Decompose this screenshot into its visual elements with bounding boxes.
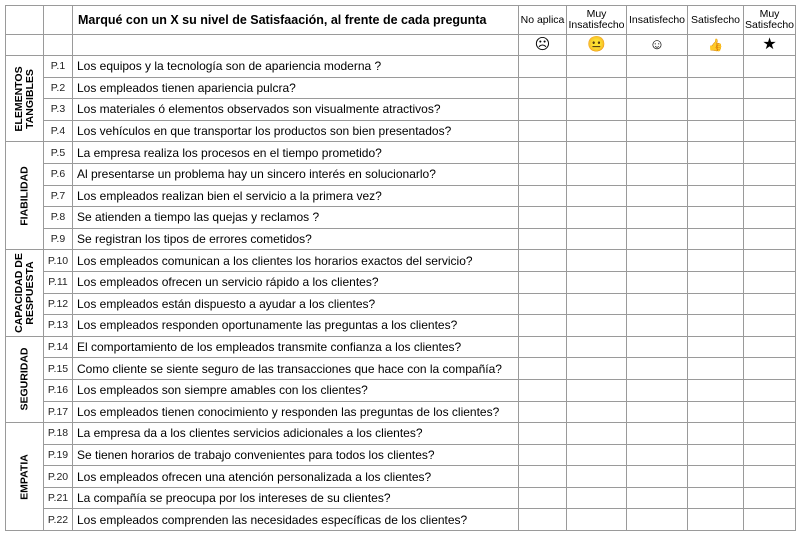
answer-cell-no-aplica[interactable] bbox=[519, 358, 567, 380]
question-text: Los empleados están dispuesto a ayudar a los clientes? bbox=[73, 293, 519, 315]
question-number: P.13 bbox=[44, 315, 73, 337]
category-label: CAPACIDAD DE RESPUESTA bbox=[12, 253, 36, 333]
answer-cell-no-aplica[interactable] bbox=[519, 444, 567, 466]
question-number: P.17 bbox=[44, 401, 73, 423]
answer-cell-no-aplica[interactable] bbox=[519, 379, 567, 401]
question-number: P.10 bbox=[44, 250, 73, 272]
answer-cell-no-aplica[interactable] bbox=[519, 336, 567, 358]
answer-cell-no-aplica[interactable] bbox=[519, 77, 567, 99]
question-text: Se atienden a tiempo las quejas y reclamos ? bbox=[73, 207, 519, 229]
corner-cell bbox=[6, 6, 44, 35]
answer-cell-muy-insatisfecho[interactable] bbox=[567, 120, 627, 142]
category-label: FIABILIDAD bbox=[18, 166, 30, 226]
answer-cell-satisfecho[interactable] bbox=[688, 228, 744, 250]
question-number: P.6 bbox=[44, 163, 73, 185]
question-number: P.14 bbox=[44, 336, 73, 358]
answer-cell-insatisfecho[interactable] bbox=[627, 423, 688, 445]
answer-cell-satisfecho[interactable] bbox=[688, 207, 744, 229]
question-text: Los empleados ofrecen una atención personalizada a los clientes? bbox=[73, 466, 519, 488]
question-row bbox=[6, 185, 796, 207]
question-text: Los materiales ó elementos observados son visualmente atractivos? bbox=[73, 99, 519, 121]
answer-cell-muy-satisfecho[interactable] bbox=[744, 379, 796, 401]
question-row bbox=[6, 487, 796, 509]
answer-cell-muy-satisfecho[interactable] bbox=[744, 487, 796, 509]
answer-cell-insatisfecho[interactable] bbox=[627, 444, 688, 466]
question-number: P.18 bbox=[44, 423, 73, 445]
answer-cell-satisfecho[interactable] bbox=[688, 271, 744, 293]
answer-cell-insatisfecho[interactable] bbox=[627, 401, 688, 423]
question-text: Los equipos y la tecnología son de apariencia moderna ? bbox=[73, 56, 519, 78]
answer-cell-insatisfecho[interactable] bbox=[627, 120, 688, 142]
answer-cell-satisfecho[interactable] bbox=[688, 250, 744, 272]
answer-cell-muy-insatisfecho[interactable] bbox=[567, 466, 627, 488]
header-row bbox=[6, 6, 796, 35]
question-text: Los vehículos en que transportar los productos son bien presentados? bbox=[73, 120, 519, 142]
question-text: Los empleados son siempre amables con los clientes? bbox=[73, 379, 519, 401]
corner-cell bbox=[6, 35, 44, 56]
answer-cell-muy-insatisfecho[interactable] bbox=[567, 142, 627, 164]
answer-cell-insatisfecho[interactable] bbox=[627, 99, 688, 121]
answer-cell-no-aplica[interactable] bbox=[519, 120, 567, 142]
question-row bbox=[6, 358, 796, 380]
answer-cell-muy-insatisfecho[interactable] bbox=[567, 423, 627, 445]
question-row bbox=[6, 293, 796, 315]
question-text: Se tienen horarios de trabajo convenientes para todos los clientes? bbox=[73, 444, 519, 466]
question-number: P.4 bbox=[44, 120, 73, 142]
answer-cell-no-aplica[interactable] bbox=[519, 207, 567, 229]
question-text: Los empleados tienen apariencia pulcra? bbox=[73, 77, 519, 99]
question-number: P.1 bbox=[44, 56, 73, 78]
answer-cell-muy-satisfecho[interactable] bbox=[744, 271, 796, 293]
question-number: P.12 bbox=[44, 293, 73, 315]
answer-cell-satisfecho[interactable] bbox=[688, 509, 744, 531]
corner-cell bbox=[44, 6, 73, 35]
answer-cell-insatisfecho[interactable] bbox=[627, 293, 688, 315]
answer-cell-no-aplica[interactable] bbox=[519, 423, 567, 445]
category-cell bbox=[6, 250, 44, 336]
question-text: Como cliente se siente seguro de las transacciones que hace con la compañía? bbox=[73, 358, 519, 380]
question-row bbox=[6, 509, 796, 531]
answer-cell-satisfecho[interactable] bbox=[688, 56, 744, 78]
blank-cell bbox=[73, 35, 519, 56]
answer-cell-muy-insatisfecho[interactable] bbox=[567, 250, 627, 272]
answer-cell-satisfecho[interactable] bbox=[688, 487, 744, 509]
category-label: EMPATIA bbox=[18, 453, 30, 500]
question-number: P.22 bbox=[44, 509, 73, 531]
option-header-muy-satisfecho: Muy Satisfecho bbox=[744, 6, 796, 35]
question-row bbox=[6, 466, 796, 488]
answer-cell-muy-satisfecho[interactable] bbox=[744, 228, 796, 250]
option-header-muy-insatisfecho: Muy Insatisfecho bbox=[567, 6, 627, 35]
answer-cell-no-aplica[interactable] bbox=[519, 487, 567, 509]
answer-cell-muy-satisfecho[interactable] bbox=[744, 77, 796, 99]
answer-cell-no-aplica[interactable] bbox=[519, 401, 567, 423]
answer-cell-satisfecho[interactable] bbox=[688, 466, 744, 488]
question-number: P.16 bbox=[44, 379, 73, 401]
star-icon: ★ bbox=[744, 35, 796, 56]
answer-cell-muy-satisfecho[interactable] bbox=[744, 444, 796, 466]
survey-title: Marqué con un X su nivel de Satisfaación, al frente de cada pregunta bbox=[73, 6, 519, 35]
answer-cell-insatisfecho[interactable] bbox=[627, 163, 688, 185]
answer-cell-muy-insatisfecho[interactable] bbox=[567, 271, 627, 293]
answer-cell-muy-insatisfecho[interactable] bbox=[567, 56, 627, 78]
answer-cell-insatisfecho[interactable] bbox=[627, 250, 688, 272]
question-text: Los empleados ofrecen un servicio rápido a los clientes? bbox=[73, 271, 519, 293]
answer-cell-muy-insatisfecho[interactable] bbox=[567, 509, 627, 531]
question-row bbox=[6, 142, 796, 164]
answer-cell-muy-satisfecho[interactable] bbox=[744, 99, 796, 121]
corner-cell bbox=[44, 35, 73, 56]
answer-cell-no-aplica[interactable] bbox=[519, 185, 567, 207]
answer-cell-no-aplica[interactable] bbox=[519, 142, 567, 164]
question-number: P.2 bbox=[44, 77, 73, 99]
icon-row bbox=[6, 35, 796, 56]
answer-cell-no-aplica[interactable] bbox=[519, 293, 567, 315]
answer-cell-satisfecho[interactable] bbox=[688, 401, 744, 423]
answer-cell-insatisfecho[interactable] bbox=[627, 315, 688, 337]
answer-cell-satisfecho[interactable] bbox=[688, 293, 744, 315]
question-row bbox=[6, 336, 796, 358]
question-number: P.20 bbox=[44, 466, 73, 488]
answer-cell-muy-insatisfecho[interactable] bbox=[567, 293, 627, 315]
question-row bbox=[6, 271, 796, 293]
answer-cell-satisfecho[interactable] bbox=[688, 142, 744, 164]
answer-cell-muy-insatisfecho[interactable] bbox=[567, 358, 627, 380]
frown-face-icon: ☹ bbox=[519, 35, 567, 56]
answer-cell-insatisfecho[interactable] bbox=[627, 509, 688, 531]
answer-cell-muy-insatisfecho[interactable] bbox=[567, 315, 627, 337]
answer-cell-insatisfecho[interactable] bbox=[627, 271, 688, 293]
answer-cell-no-aplica[interactable] bbox=[519, 271, 567, 293]
answer-cell-muy-satisfecho[interactable] bbox=[744, 466, 796, 488]
category-cell bbox=[6, 56, 44, 142]
answer-cell-insatisfecho[interactable] bbox=[627, 77, 688, 99]
answer-cell-no-aplica[interactable] bbox=[519, 99, 567, 121]
thumbs-up-icon: 👍 bbox=[688, 35, 744, 56]
answer-cell-muy-satisfecho[interactable] bbox=[744, 315, 796, 337]
question-text: Los empleados responden oportunamente las preguntas a los clientes? bbox=[73, 315, 519, 337]
answer-cell-muy-insatisfecho[interactable] bbox=[567, 444, 627, 466]
option-header-no-aplica: No aplica bbox=[519, 6, 567, 35]
answer-cell-satisfecho[interactable] bbox=[688, 185, 744, 207]
answer-cell-no-aplica[interactable] bbox=[519, 315, 567, 337]
answer-cell-no-aplica[interactable] bbox=[519, 228, 567, 250]
question-row bbox=[6, 315, 796, 337]
question-row bbox=[6, 56, 796, 78]
answer-cell-insatisfecho[interactable] bbox=[627, 228, 688, 250]
answer-cell-satisfecho[interactable] bbox=[688, 99, 744, 121]
answer-cell-satisfecho[interactable] bbox=[688, 444, 744, 466]
question-text: Los empleados realizan bien el servicio a la primera vez? bbox=[73, 185, 519, 207]
question-row bbox=[6, 444, 796, 466]
answer-cell-satisfecho[interactable] bbox=[688, 358, 744, 380]
question-text: Al presentarse un problema hay un sincero interés en solucionarlo? bbox=[73, 163, 519, 185]
answer-cell-muy-insatisfecho[interactable] bbox=[567, 379, 627, 401]
answer-cell-muy-satisfecho[interactable] bbox=[744, 423, 796, 445]
answer-cell-muy-satisfecho[interactable] bbox=[744, 358, 796, 380]
question-number: P.7 bbox=[44, 185, 73, 207]
answer-cell-no-aplica[interactable] bbox=[519, 250, 567, 272]
question-text: Los empleados comprenden las necesidades específicas de los clientes? bbox=[73, 509, 519, 531]
answer-cell-insatisfecho[interactable] bbox=[627, 207, 688, 229]
question-row bbox=[6, 423, 796, 445]
answer-cell-satisfecho[interactable] bbox=[688, 336, 744, 358]
option-header-satisfecho: Satisfecho bbox=[688, 6, 744, 35]
question-number: P.3 bbox=[44, 99, 73, 121]
satisfaction-survey-table bbox=[5, 5, 796, 531]
question-row bbox=[6, 163, 796, 185]
answer-cell-satisfecho[interactable] bbox=[688, 315, 744, 337]
question-row bbox=[6, 120, 796, 142]
question-text: El comportamiento de los empleados transmite confianza a los clientes? bbox=[73, 336, 519, 358]
answer-cell-muy-insatisfecho[interactable] bbox=[567, 228, 627, 250]
question-row bbox=[6, 250, 796, 272]
question-number: P.11 bbox=[44, 271, 73, 293]
answer-cell-insatisfecho[interactable] bbox=[627, 379, 688, 401]
question-row bbox=[6, 228, 796, 250]
answer-cell-no-aplica[interactable] bbox=[519, 466, 567, 488]
question-text: Se registran los tipos de errores cometidos? bbox=[73, 228, 519, 250]
question-text: La compañía se preocupa por los intereses de su clientes? bbox=[73, 487, 519, 509]
question-text: La empresa realiza los procesos en el tiempo prometido? bbox=[73, 142, 519, 164]
category-cell bbox=[6, 336, 44, 422]
answer-cell-insatisfecho[interactable] bbox=[627, 466, 688, 488]
question-text: Los empleados comunican a los clientes los horarios exactos del servicio? bbox=[73, 250, 519, 272]
answer-cell-muy-insatisfecho[interactable] bbox=[567, 336, 627, 358]
answer-cell-muy-satisfecho[interactable] bbox=[744, 336, 796, 358]
option-header-insatisfecho: Insatisfecho bbox=[627, 6, 688, 35]
question-text: Los empleados tienen conocimiento y responden las preguntas de los clientes? bbox=[73, 401, 519, 423]
smile-face-icon: ☺ bbox=[627, 35, 688, 56]
question-row bbox=[6, 207, 796, 229]
answer-cell-insatisfecho[interactable] bbox=[627, 358, 688, 380]
category-label: SEGURIDAD bbox=[18, 347, 30, 411]
answer-cell-insatisfecho[interactable] bbox=[627, 185, 688, 207]
answer-cell-muy-satisfecho[interactable] bbox=[744, 56, 796, 78]
answer-cell-no-aplica[interactable] bbox=[519, 509, 567, 531]
answer-cell-no-aplica[interactable] bbox=[519, 56, 567, 78]
answer-cell-muy-satisfecho[interactable] bbox=[744, 250, 796, 272]
answer-cell-muy-insatisfecho[interactable] bbox=[567, 99, 627, 121]
answer-cell-muy-satisfecho[interactable] bbox=[744, 293, 796, 315]
question-row bbox=[6, 401, 796, 423]
answer-cell-muy-satisfecho[interactable] bbox=[744, 207, 796, 229]
answer-cell-satisfecho[interactable] bbox=[688, 379, 744, 401]
question-row bbox=[6, 99, 796, 121]
answer-cell-muy-satisfecho[interactable] bbox=[744, 509, 796, 531]
answer-cell-muy-insatisfecho[interactable] bbox=[567, 163, 627, 185]
answer-cell-muy-insatisfecho[interactable] bbox=[567, 77, 627, 99]
question-number: P.21 bbox=[44, 487, 73, 509]
question-number: P.9 bbox=[44, 228, 73, 250]
answer-cell-insatisfecho[interactable] bbox=[627, 142, 688, 164]
question-number: P.5 bbox=[44, 142, 73, 164]
answer-cell-muy-satisfecho[interactable] bbox=[744, 120, 796, 142]
answer-cell-muy-insatisfecho[interactable] bbox=[567, 401, 627, 423]
question-row bbox=[6, 77, 796, 99]
answer-cell-no-aplica[interactable] bbox=[519, 163, 567, 185]
answer-cell-satisfecho[interactable] bbox=[688, 120, 744, 142]
question-text: La empresa da a los clientes servicios adicionales a los clientes? bbox=[73, 423, 519, 445]
answer-cell-muy-insatisfecho[interactable] bbox=[567, 185, 627, 207]
question-number: P.8 bbox=[44, 207, 73, 229]
answer-cell-satisfecho[interactable] bbox=[688, 423, 744, 445]
answer-cell-muy-satisfecho[interactable] bbox=[744, 185, 796, 207]
answer-cell-muy-satisfecho[interactable] bbox=[744, 163, 796, 185]
question-number: P.15 bbox=[44, 358, 73, 380]
answer-cell-insatisfecho[interactable] bbox=[627, 487, 688, 509]
question-number: P.19 bbox=[44, 444, 73, 466]
answer-cell-insatisfecho[interactable] bbox=[627, 56, 688, 78]
answer-cell-muy-insatisfecho[interactable] bbox=[567, 487, 627, 509]
answer-cell-satisfecho[interactable] bbox=[688, 163, 744, 185]
answer-cell-insatisfecho[interactable] bbox=[627, 336, 688, 358]
category-cell bbox=[6, 142, 44, 250]
answer-cell-satisfecho[interactable] bbox=[688, 77, 744, 99]
answer-cell-muy-satisfecho[interactable] bbox=[744, 142, 796, 164]
answer-cell-muy-satisfecho[interactable] bbox=[744, 401, 796, 423]
answer-cell-muy-insatisfecho[interactable] bbox=[567, 207, 627, 229]
category-cell bbox=[6, 423, 44, 531]
neutral-face-icon: 😐 bbox=[567, 35, 627, 56]
category-label: ELEMENTOS TANGIBLES bbox=[12, 66, 36, 132]
question-row bbox=[6, 379, 796, 401]
